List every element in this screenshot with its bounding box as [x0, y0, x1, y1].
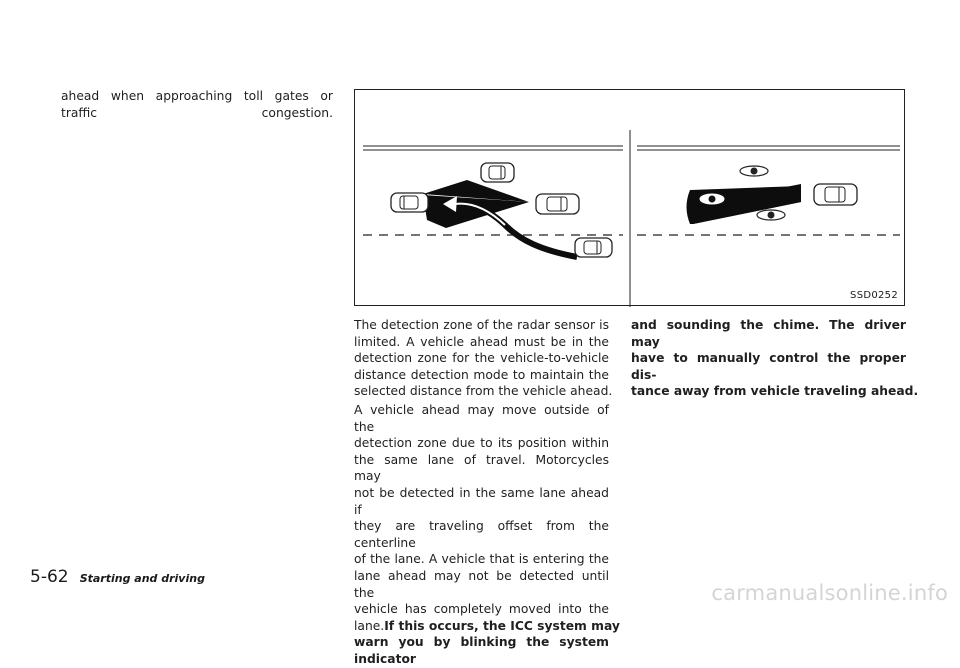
text-line: vehicle has completely moved into the: [354, 602, 609, 617]
paragraph-detection-zone: [354, 317, 613, 400]
figure-id: SSD0252: [850, 290, 898, 301]
car-ahead-right: [536, 194, 579, 214]
page-footer: [30, 567, 205, 587]
car-ahead-far: [481, 163, 514, 182]
text-line: not be detected in the same lane ahead if: [354, 485, 609, 517]
text-line-mixed: [354, 618, 620, 635]
warning-text: tance away from vehicle traveling ahead.: [631, 384, 919, 399]
text-line: The detection zone of the radar sensor is: [354, 318, 609, 332]
text-line: the same lane of travel. Motorcycles may: [354, 452, 609, 484]
text-line: distance detection mode to maintain the: [354, 367, 609, 382]
car-adjacent-lane: [575, 238, 612, 257]
warning-text: and sounding the chime. The driver may: [631, 318, 906, 349]
paragraph-warning-continued: [631, 317, 919, 400]
paragraph-vehicle-ahead: [354, 402, 620, 668]
text-line: limited. A vehicle ahead must be in the: [354, 334, 609, 349]
text-line: A vehicle ahead may move outside of the: [354, 403, 609, 434]
text-line: detection zone due to its position within: [354, 436, 609, 451]
text-line: of the lane. A vehicle that is entering the: [354, 552, 609, 567]
warning-text: have to manually control the proper dis-: [631, 351, 906, 382]
text-normal: lane.: [354, 618, 385, 633]
text-line: selected distance from the vehicle ahead.: [354, 384, 613, 399]
intro-line: traffic congestion.: [61, 105, 333, 120]
motorcycle-lower: [757, 210, 785, 220]
figure-illustration: [355, 90, 906, 307]
watermark: carmanualsonline.info: [711, 581, 948, 605]
warning-text: If this occurs, the ICC system may: [384, 618, 620, 633]
motorcycle-upper: [740, 166, 768, 176]
car-own-right: [814, 184, 857, 205]
page-number: 5-62: [30, 567, 69, 587]
intro-paragraph: [61, 88, 333, 121]
motorcycle-in-cone: [700, 194, 724, 204]
radar-detection-figure: [354, 89, 905, 306]
text-line: they are traveling offset from the centerline: [354, 519, 609, 550]
text-line: detection zone for the vehicle-to-vehicle: [354, 351, 609, 366]
intro-line: ahead when approaching toll gates or: [61, 89, 333, 103]
warning-text: warn you by blinking the system indicator: [354, 635, 609, 666]
car-own-left: [391, 193, 428, 212]
text-line: lane ahead may not be detected until the: [354, 568, 609, 600]
section-title: Starting and driving: [79, 572, 205, 585]
